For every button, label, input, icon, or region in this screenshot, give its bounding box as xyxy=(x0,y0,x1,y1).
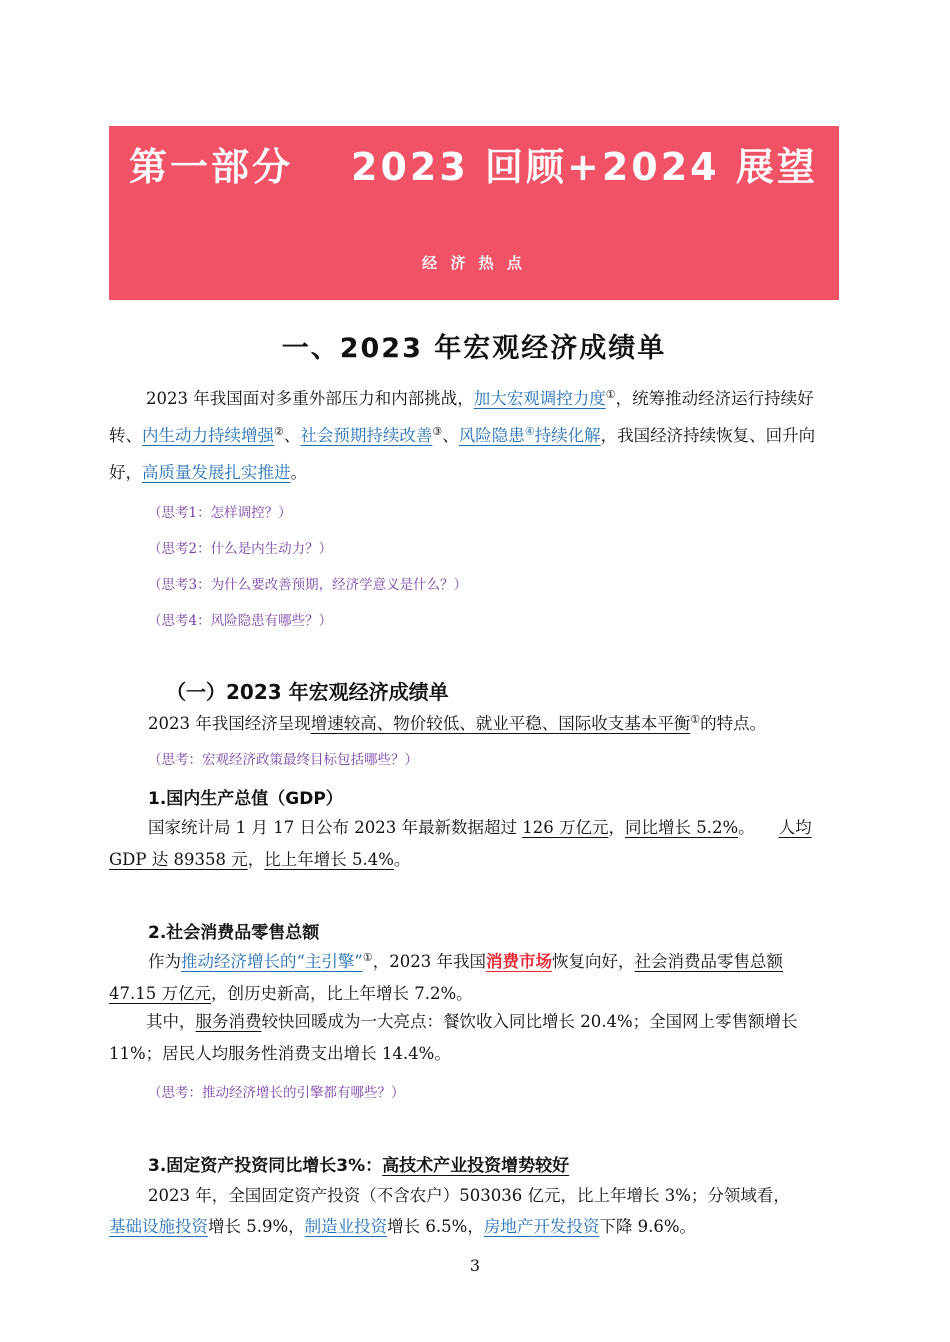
retail-post: ，创历史新高，比上年增长 7.2%。 xyxy=(210,984,473,1003)
gdp-growth: 同比增长 5.2% xyxy=(624,818,739,837)
invest-line-1: 2023 年，全国固定资产投资（不含农户）503036 亿元，比上年增长 3%；分领域看， xyxy=(148,1186,790,1205)
invest-t2: 增长 6.5%， xyxy=(387,1217,484,1236)
invest-t3: 下降 9.6%。 xyxy=(599,1217,697,1236)
gdp-sep-2: ， xyxy=(247,850,265,869)
features-post: 的特点。 xyxy=(700,714,767,733)
think-note-2: （思考2：什么是内生动力？） xyxy=(148,541,333,557)
footnote-2[interactable]: ② xyxy=(274,425,284,438)
service-post: 较快回暖成为一大亮点：餐饮收入同比增长 20.4%；全国网上零售额增长 11%；居民人均服务性消费支出增长 14.4%。 xyxy=(109,1012,798,1063)
banner-title xyxy=(129,136,818,191)
footnote-3[interactable]: ③ xyxy=(432,425,443,438)
features-pre: 2023 年我国经济呈现 xyxy=(148,714,311,733)
retail-line-2 xyxy=(109,980,473,1004)
link-infrastructure-investment[interactable]: 基础设施投资 xyxy=(109,1217,208,1236)
features-footnote[interactable]: ① xyxy=(690,713,701,726)
heading-investment xyxy=(148,1151,569,1176)
gdp-text: 国家统计局 1 月 17 日公布 2023 年最新数据超过 xyxy=(148,818,523,837)
invest-title-underlined: 高技术产业投资增势较好 xyxy=(382,1156,570,1176)
retail-mid: ，2023 年我国 xyxy=(372,952,486,971)
gdp-per-capita: GDP 达 89358 元 xyxy=(109,850,248,869)
think-note-engine: （思考：推动经济增长的引擎都有哪些？） xyxy=(148,1085,405,1101)
link-risk[interactable] xyxy=(459,426,601,445)
link-macro-control[interactable]: 加大宏观调控力度 xyxy=(473,389,606,408)
link-risk-b[interactable]: 持续化解 xyxy=(534,426,601,445)
gdp-total: 126 万亿元 xyxy=(522,818,609,837)
retail-line-1 xyxy=(148,948,783,972)
invest-title-pre: 3.固定资产投资同比增长3%： xyxy=(148,1156,383,1176)
gdp-dot: 。 xyxy=(738,818,755,837)
link-real-estate-investment[interactable]: 房地产开发投资 xyxy=(483,1217,600,1236)
intro-text-6: 。 xyxy=(290,463,307,482)
intro-text-3: 、 xyxy=(283,426,301,445)
think-note-policy: （思考：宏观经济政策最终目标包括哪些？） xyxy=(148,752,418,768)
banner-part: 第一部分 xyxy=(129,145,294,189)
gdp-per-capita-growth: 比上年增长 5.4% xyxy=(264,850,394,869)
gdp-per-capita-label: 人均 xyxy=(778,818,812,837)
link-social-expectation[interactable]: 社会预期持续改善 xyxy=(300,426,433,445)
invest-line-2 xyxy=(109,1213,696,1237)
footnote-4[interactable]: ④ xyxy=(524,425,535,438)
intro-text-2: ，统筹推动经济运行持续好转、 xyxy=(109,389,814,445)
intro-paragraph xyxy=(109,380,840,491)
service-pre: 其中， xyxy=(146,1012,196,1031)
retail-total-value: 47.15 万亿元 xyxy=(109,984,211,1003)
link-high-quality-development[interactable]: 高质量发展扎实推进 xyxy=(142,463,291,482)
invest-t1: 增长 5.9%， xyxy=(208,1217,305,1236)
consumer-market-highlight: 消费市场 xyxy=(486,952,552,971)
gdp-sep: ， xyxy=(608,818,625,837)
service-consumption-paragraph xyxy=(109,1006,840,1070)
gdp-line-2 xyxy=(109,846,410,870)
page-number: 3 xyxy=(469,1256,481,1275)
think-note-1: （思考1：怎样调控？） xyxy=(148,505,292,521)
economy-features xyxy=(148,710,766,734)
banner-main-title: 2023 回顾+2024 展望 xyxy=(351,145,818,189)
retail-mid-2: 恢复向好， xyxy=(552,952,635,971)
features-underlined: 增速较高、物价较低、就业平稳、国际收支基本平衡 xyxy=(310,714,691,733)
heading-retail: 2.社会消费品零售总额 xyxy=(148,923,320,943)
intro-text-4: 、 xyxy=(442,426,459,445)
intro-text-1: 2023 年我国面对多重外部压力和内部挑战， xyxy=(146,389,474,408)
banner-subtitle: 经 济 热 点 xyxy=(422,254,526,272)
link-risk-a[interactable]: 风险隐患 xyxy=(458,426,525,445)
retail-total-label: 社会消费品零售总额 xyxy=(634,952,783,971)
intro-text-5: ，我国经济持续恢复、回升向好， xyxy=(109,426,816,482)
link-growth-engine[interactable]: 推动经济增长的“主引擎” xyxy=(181,952,363,971)
think-note-3: （思考3：为什么要改善预期，经济学意义是什么？） xyxy=(148,577,468,593)
retail-footnote[interactable]: ① xyxy=(362,951,373,964)
think-note-4: （思考4：风险隐患有哪些？） xyxy=(148,613,333,629)
heading-gdp: 1.国内生产总值（GDP） xyxy=(148,789,343,809)
footnote-1[interactable]: ① xyxy=(605,388,616,401)
heading-macro-report: 一、2023 年宏观经济成绩单 xyxy=(281,333,667,364)
heading-section-1: （一）2023 年宏观经济成绩单 xyxy=(166,680,449,704)
gdp-end: 。 xyxy=(393,850,411,869)
link-internal-drive[interactable]: 内生动力持续增强 xyxy=(142,426,274,445)
link-manufacturing-investment[interactable]: 制造业投资 xyxy=(304,1217,388,1236)
section-banner xyxy=(109,126,839,300)
retail-pre: 作为 xyxy=(148,952,181,971)
service-consumption: 服务消费 xyxy=(195,1012,262,1031)
gdp-line-1 xyxy=(148,814,812,838)
